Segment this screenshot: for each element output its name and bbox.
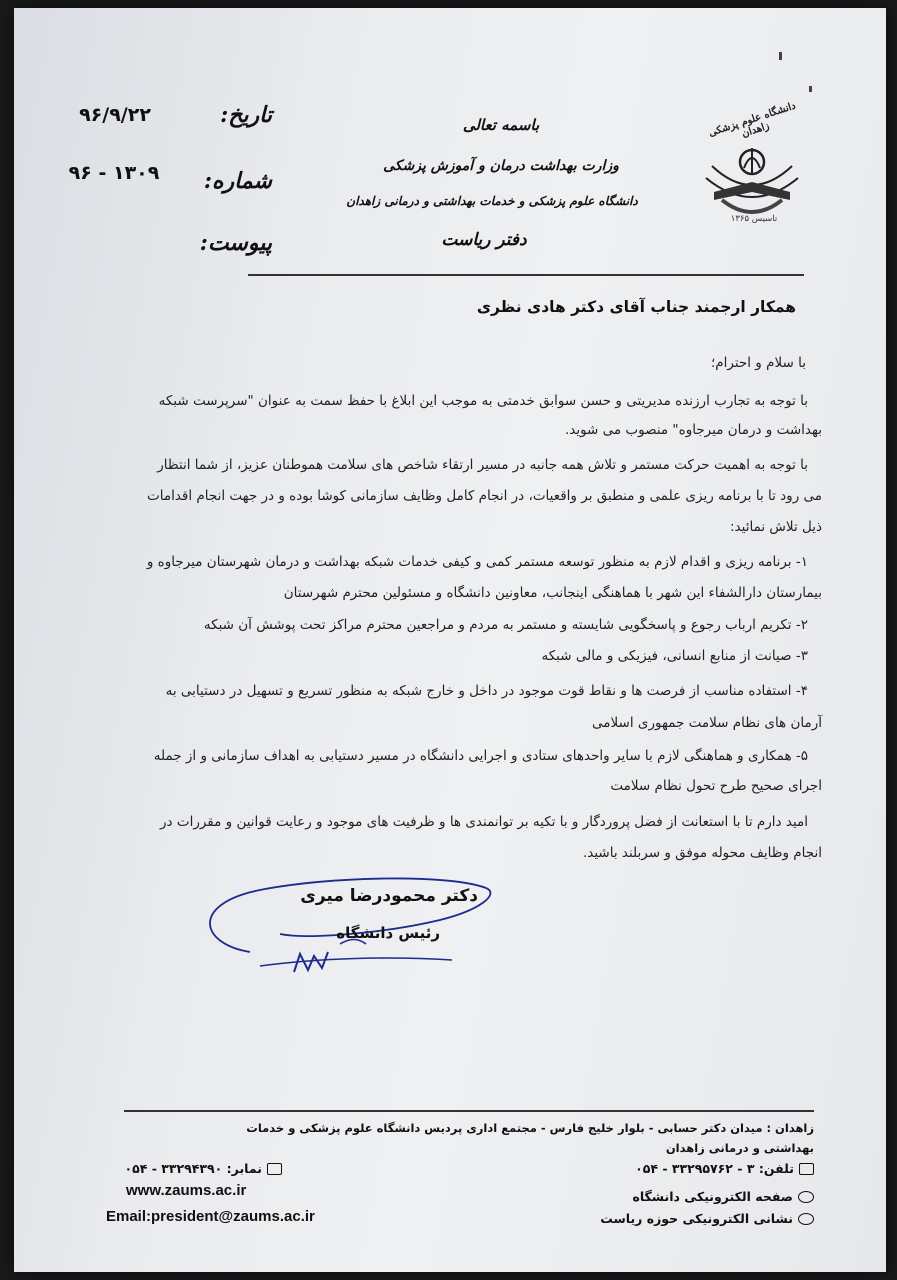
footer-fax: نمابر: ۳۳۲۹۴۳۹۰ - ۰۵۴ bbox=[124, 1161, 262, 1176]
footer-divider bbox=[124, 1110, 814, 1112]
date-value: ۹۶/۹/۲۲ bbox=[79, 104, 151, 126]
body-line: ۴- استفاده مناسب از فرصت ها و نقاط قوت موجود در داخل و خارج شبکه به منظور تسریع و تسهیل در دستیابی به bbox=[165, 683, 808, 699]
globe-icon bbox=[798, 1191, 814, 1203]
number-label: شماره: bbox=[203, 168, 272, 194]
footer-website-label-row bbox=[614, 1186, 814, 1205]
signatory-title: رئیس دانشگاه bbox=[336, 924, 440, 942]
body-line: انجام وظایف محوله موفق و سربلند باشید. bbox=[582, 845, 822, 861]
fax-icon bbox=[267, 1163, 282, 1175]
body-line: می رود تا با برنامه ریزی علمی و منطبق بر واقعیات، در انجام کامل وظایف سازمانی کوشا بوده و در جهت انجام اقدامات bbox=[147, 488, 822, 504]
recipient-line: همکار ارجمند جناب آقای دکتر هادی نظری bbox=[476, 298, 796, 316]
basmala: باسمه تعالی bbox=[462, 116, 540, 134]
body-line: امید دارم تا با استعانت از فضل پروردگار و با تکیه بر توانمندی ها و ظرفیت های موجود و رعایت قوانین و مقررات در bbox=[160, 814, 808, 830]
body-line: ۲- تکریم ارباب رجوع و پاسخگویی شایسته و مستمر به مردم و مراجعین محترم مراکز تحت پوشش آن شبکه bbox=[203, 617, 808, 633]
footer-email-label-row bbox=[584, 1208, 814, 1227]
email-icon bbox=[798, 1213, 814, 1225]
corner-mark bbox=[779, 52, 782, 60]
body-line: بیمارستان دارالشفاء این شهر با هماهنگی اینجانب، معاونین دانشگاه و مسئولین محترم شهرستان bbox=[283, 585, 822, 601]
signatory-name: دکتر محمودرضا میری bbox=[300, 886, 478, 906]
body-line: اجرای صحیح طرح تحول نظام سلامت bbox=[610, 778, 822, 794]
header-divider bbox=[248, 274, 804, 276]
body-line: ذیل تلاش نمائید: bbox=[729, 519, 822, 535]
footer-email-link[interactable]: Email:president@zaums.ac.ir bbox=[106, 1208, 315, 1225]
phone-icon bbox=[799, 1163, 814, 1175]
footer-website-link[interactable]: www.zaums.ac.ir bbox=[126, 1182, 247, 1199]
ministry-name: وزارت بهداشت درمان و آموزش پزشکی bbox=[383, 158, 619, 174]
corner-mark bbox=[809, 86, 812, 92]
footer-fax-row bbox=[112, 1158, 282, 1177]
greeting: با سلام و احترام؛ bbox=[710, 355, 806, 371]
body-line: آرمان های نظام سلامت جمهوری اسلامی bbox=[592, 715, 822, 731]
logo-founded: تاسیس ۱۳۶۵ bbox=[730, 214, 778, 224]
body-line: ۱- برنامه ریزی و اقدام لازم به منظور توسعه مستمر کمی و کیفی خدمات شبکه بهداشت و درمان شهرستان میرجاوه و bbox=[146, 554, 808, 570]
body-line: با توجه به اهمیت حرکت مستمر و تلاش همه جانبه در مسیر ارتقاء شاخص های سلامت هموطنان عزیز، از شما انتظار bbox=[157, 457, 808, 473]
footer-phone: تلفن: ۳ - ۳۳۲۹۵۷۶۲ - ۰۵۴ bbox=[635, 1161, 794, 1176]
body-line: با توجه به تجارب ارزنده مدیریتی و حسن سوابق خدمتی به موجب این ابلاغ با حفظ سمت به عنوان "سرپرست شبکه bbox=[158, 393, 808, 409]
university-name: دانشگاه علوم پزشکی و خدمات بهداشتی و درمانی زاهدان bbox=[346, 194, 638, 208]
footer-website-label: صفحه الکترونیکی دانشگاه bbox=[632, 1189, 793, 1204]
university-logo bbox=[692, 100, 812, 232]
signature-block bbox=[190, 874, 500, 984]
body-line: ۳- صیانت از منابع انسانی، فیزیکی و مالی شبکه bbox=[541, 648, 808, 664]
letter-sheet bbox=[14, 8, 886, 1272]
number-value: ۱۳۰۹ - ۹۶ bbox=[68, 162, 160, 184]
logo-caption: دانشگاه علوم پزشکی زاهدان bbox=[707, 100, 798, 140]
office-name: دفتر ریاست bbox=[441, 230, 527, 250]
body-line: بهداشت و درمان میرجاوه" منصوب می شوید. bbox=[564, 422, 822, 438]
footer-email-label: نشانی الکترونیکی حوزه ریاست bbox=[600, 1211, 793, 1226]
attachment-label: پیوست: bbox=[199, 230, 272, 256]
footer-address: زاهدان : میدان دکتر حسابی - بلوار خلیج فارس - مجتمع اداری پردیس دانشگاه علوم پزشکی و خدمات بهداشتی و درمانی زاهدان bbox=[246, 1121, 814, 1155]
body-line: ۵- همکاری و هماهنگی لازم با سایر واحدهای ستادی و اجرایی دانشگاه در مسیر دستیابی به اهداف سازمانی و از جمله bbox=[153, 748, 808, 764]
footer-phone-row bbox=[574, 1158, 814, 1177]
date-label: تاریخ: bbox=[220, 102, 272, 128]
